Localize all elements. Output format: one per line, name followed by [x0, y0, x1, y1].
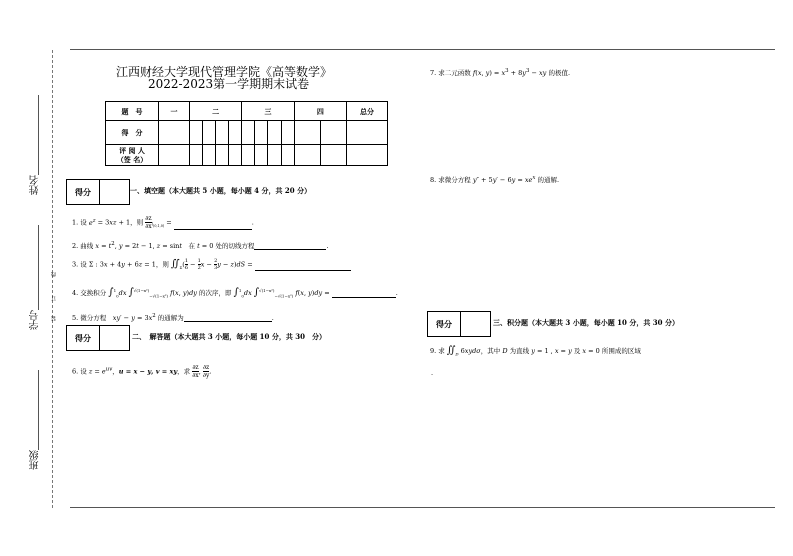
score-cell: [190, 121, 203, 145]
score-table-score-label: 得 分: [106, 121, 159, 145]
section2-title: 二、 解答题（本大题共 3 小题，每小题 10 分，共 30 分）: [132, 332, 327, 341]
score-cell: [203, 121, 216, 145]
name-underline: [38, 95, 39, 175]
score-cell: [281, 121, 294, 145]
question-3: 3. 设 Σ : 3x + 4y + 6z = 1，则 $∬_\Sigma$( $\frac{1}{6}$ − $\frac{1}{2}$ x − $\frac{2}{3}$ y − z)dS =: [72, 258, 351, 271]
grader-cell: [268, 145, 281, 166]
grader-cell: [294, 145, 320, 166]
question-7: 7. 求二元函数 f(x, $y) = x^3 + 8y^3$ − xy 的极值.: [430, 68, 571, 78]
question-9: 9. 求 $∬_D$ 6xydσ，其中 D 为直线 y = 1 , x = y 及 x = 0 所围成的区域: [430, 345, 641, 357]
score-table-col-4: 四: [294, 102, 346, 121]
binding-char-2: 订: [51, 296, 57, 301]
section3-score-box: [427, 311, 491, 337]
question-6: 6. 设 $z = e^{uv}$，u = x − y, v = xy，求 $\frac{\partial z}{\partial x}$ , $\frac{\partial z}{\partial y}$ .: [72, 364, 212, 379]
section2-score-box: [66, 325, 130, 351]
score-table: [105, 101, 388, 166]
score-cell: [255, 121, 268, 145]
grader-cell: [320, 145, 346, 166]
question-5: 5. 微分方程 $xy' - y = 3x^2$ 的通解为 .: [72, 313, 274, 323]
id-underline: [38, 225, 39, 310]
score-cell: [216, 121, 229, 145]
section1-title: 一、填空题（本大题共 5 小题，每小题 4 分，共 20 分）: [130, 186, 312, 195]
score-cell: [242, 121, 255, 145]
score-table-col-2: 二: [190, 102, 242, 121]
score-cell: [347, 121, 388, 145]
grader-cell: [216, 145, 229, 166]
section3-score-label: 得分: [428, 312, 461, 336]
section1-score-box: [66, 179, 130, 205]
score-cell: [268, 121, 281, 145]
section1-score-label: 得分: [67, 180, 100, 204]
grader-line-2: （签 名）: [116, 155, 148, 164]
question-2: 2. 曲线 $x = t^2$, y = 2t − 1, z = sint 在 t = 0 处的切线方程 .: [72, 241, 329, 251]
section3-title: 三、积分题（本大题共 3 小题，每小题 10 分，共 30 分）: [493, 318, 679, 327]
score-table-col-3: 三: [242, 102, 294, 121]
stray-dot: .: [431, 369, 434, 377]
grader-cell: [255, 145, 268, 166]
score-cell: [159, 121, 190, 145]
grader-cell: [281, 145, 294, 166]
class-underline: [38, 370, 39, 450]
binding-char-3: 线: [51, 272, 57, 277]
score-cell: [229, 121, 242, 145]
bottom-border-line: [70, 507, 775, 508]
question-4: 4. 交换积分 ∫$^1_0$dx ∫$^{√(1-x^2)}_{-√(1-x^2)}$ f(x, y)dy 的次序，即 ∫$^1_0$dx ∫$^{√(1-x^2)}_{-√(1-x^2)}$ f(x, y)dy = .: [72, 287, 398, 299]
question-8: 8. 求微分方程 $y'' + 5y' - 6y = xe^x$ 的通解.: [430, 175, 560, 185]
score-table-grader-label: [106, 145, 159, 166]
score-cell: [320, 121, 346, 145]
exam-title: 江西财经大学现代管理学院《高等数学》: [116, 65, 333, 79]
binding-char-1: 装: [51, 316, 57, 321]
grader-line-1: 评 阅 人: [119, 146, 145, 155]
grader-cell: [159, 145, 190, 166]
score-table-col-total: 总分: [347, 102, 388, 121]
grader-cell: [203, 145, 216, 166]
grader-cell: [229, 145, 242, 166]
score-table-col-1: 一: [159, 102, 190, 121]
name-label: 姓名: [30, 175, 41, 195]
score-table-question-header: 题 号: [106, 102, 159, 121]
top-border-line: [70, 49, 775, 50]
student-id-label: 学号: [30, 310, 41, 330]
score-cell: [294, 121, 320, 145]
question-1: 1. 设 $e^z = 3xz + 1$，则 $\frac{\partial z}{\partial x}$ $|_{(0,1,0)}$ = .: [72, 215, 254, 230]
grader-cell: [347, 145, 388, 166]
section2-score-label: 得分: [67, 326, 100, 350]
grader-cell: [190, 145, 203, 166]
binding-line: [52, 50, 53, 508]
exam-subtitle: 2022-2023第一学期期末试卷: [148, 77, 310, 91]
class-label: 班级: [30, 450, 41, 470]
grader-cell: [242, 145, 255, 166]
